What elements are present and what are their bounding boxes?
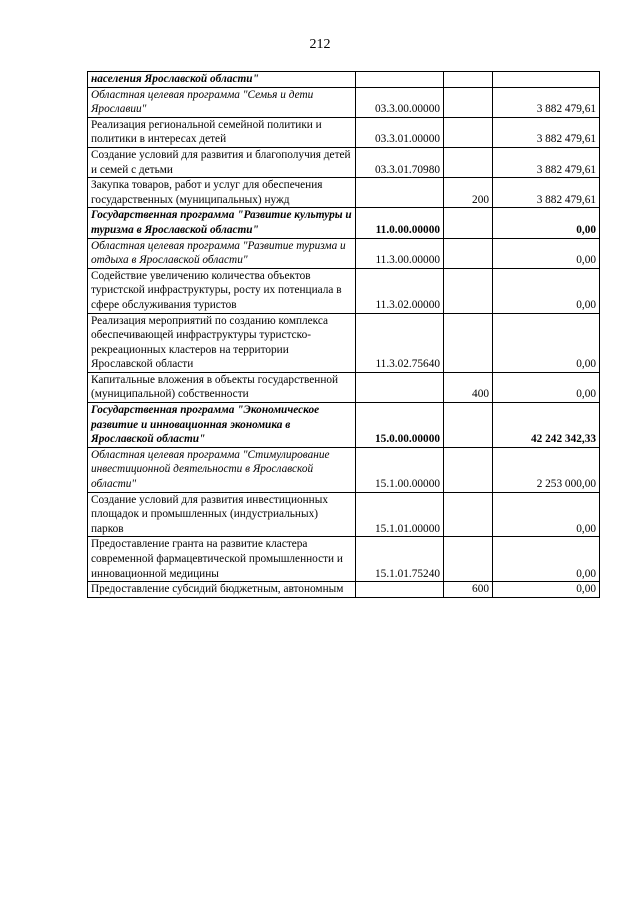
row-amount-cell: 3 882 479,61 [493, 117, 600, 147]
budget-table [87, 71, 600, 598]
page-number: 212 [309, 37, 331, 52]
table-row [88, 403, 600, 448]
row-code-cell: 11.3.02.00000 [356, 268, 444, 313]
table-row [88, 208, 600, 238]
row-expense-type-cell [444, 87, 493, 117]
row-amount-cell: 0,00 [493, 537, 600, 582]
row-expense-type-cell [444, 117, 493, 147]
row-code-cell: 11.3.02.75640 [356, 313, 444, 372]
table-row [88, 313, 600, 372]
budget-table-body [88, 72, 600, 598]
table-row [88, 537, 600, 582]
row-amount-cell: 2 253 000,00 [493, 447, 600, 492]
table-row [88, 178, 600, 208]
row-name-cell: Закупка товаров, работ и услуг для обеспечения государственных (муниципальных) нужд [88, 178, 356, 208]
table-row [88, 492, 600, 537]
row-code-cell [356, 178, 444, 208]
row-name-cell: Областная целевая программа "Семья и дети Ярославии" [88, 87, 356, 117]
row-expense-type-cell: 200 [444, 178, 493, 208]
table-row [88, 268, 600, 313]
row-amount-cell: 3 882 479,61 [493, 147, 600, 177]
row-code-cell: 15.1.00.00000 [356, 447, 444, 492]
row-expense-type-cell [444, 313, 493, 372]
row-code-cell: 11.3.00.00000 [356, 238, 444, 268]
row-amount-cell: 0,00 [493, 208, 600, 238]
row-code-cell: 03.3.00.00000 [356, 87, 444, 117]
row-name-cell: Государственная программа "Экономическое развитие и инновационная экономика в Ярославской области" [88, 403, 356, 448]
row-expense-type-cell [444, 537, 493, 582]
row-expense-type-cell [444, 492, 493, 537]
row-name-cell: Реализация мероприятий по созданию комплекса обеспечивающей инфраструктуры туристско-рекреационных кластеров на территории Ярославской области [88, 313, 356, 372]
table-row [88, 87, 600, 117]
row-name-cell: Содействие увеличению количества объектов туристской инфраструктуры, росту их потенциала в сфере обслуживания туристов [88, 268, 356, 313]
row-amount-cell: 0,00 [493, 492, 600, 537]
row-amount-cell: 3 882 479,61 [493, 87, 600, 117]
row-code-cell: 03.3.01.00000 [356, 117, 444, 147]
table-row [88, 582, 600, 598]
row-code-cell [356, 72, 444, 88]
row-expense-type-cell [444, 447, 493, 492]
table-row [88, 238, 600, 268]
row-expense-type-cell [444, 72, 493, 88]
row-expense-type-cell: 400 [444, 372, 493, 402]
row-code-cell [356, 372, 444, 402]
row-amount-cell: 42 242 342,33 [493, 403, 600, 448]
row-name-cell: Областная целевая программа "Стимулирование инвестиционной деятельности в Ярославской области" [88, 447, 356, 492]
row-amount-cell: 0,00 [493, 372, 600, 402]
row-amount-cell: 0,00 [493, 582, 600, 598]
table-row [88, 372, 600, 402]
row-expense-type-cell [444, 238, 493, 268]
row-name-cell: населения Ярославской области" [88, 72, 356, 88]
row-expense-type-cell: 600 [444, 582, 493, 598]
row-amount-cell [493, 72, 600, 88]
row-expense-type-cell [444, 403, 493, 448]
row-name-cell: Государственная программа "Развитие культуры и туризма в Ярославской области" [88, 208, 356, 238]
row-code-cell: 15.1.01.75240 [356, 537, 444, 582]
row-expense-type-cell [444, 147, 493, 177]
row-code-cell: 15.1.01.00000 [356, 492, 444, 537]
table-row [88, 117, 600, 147]
row-expense-type-cell [444, 208, 493, 238]
row-expense-type-cell [444, 268, 493, 313]
row-name-cell: Предоставление гранта на развитие кластера современной фармацевтической промышленности и инновационной медицины [88, 537, 356, 582]
table-row [88, 147, 600, 177]
row-name-cell: Предоставление субсидий бюджетным, автономным [88, 582, 356, 598]
row-code-cell: 03.3.01.70980 [356, 147, 444, 177]
table-row [88, 72, 600, 88]
table-row [88, 447, 600, 492]
row-code-cell: 11.0.00.00000 [356, 208, 444, 238]
row-name-cell: Создание условий для развития инвестиционных площадок и промышленных (индустриальных) парков [88, 492, 356, 537]
row-name-cell: Областная целевая программа "Развитие туризма и отдыха в Ярославской области" [88, 238, 356, 268]
row-name-cell: Реализация региональной семейной политики и политики в интересах детей [88, 117, 356, 147]
row-amount-cell: 0,00 [493, 238, 600, 268]
row-code-cell: 15.0.00.00000 [356, 403, 444, 448]
row-name-cell: Создание условий для развития и благополучия детей и семей с детьми [88, 147, 356, 177]
row-code-cell [356, 582, 444, 598]
row-amount-cell: 0,00 [493, 313, 600, 372]
row-name-cell: Капитальные вложения в объекты государственной (муниципальной) собственности [88, 372, 356, 402]
row-amount-cell: 3 882 479,61 [493, 178, 600, 208]
row-amount-cell: 0,00 [493, 268, 600, 313]
